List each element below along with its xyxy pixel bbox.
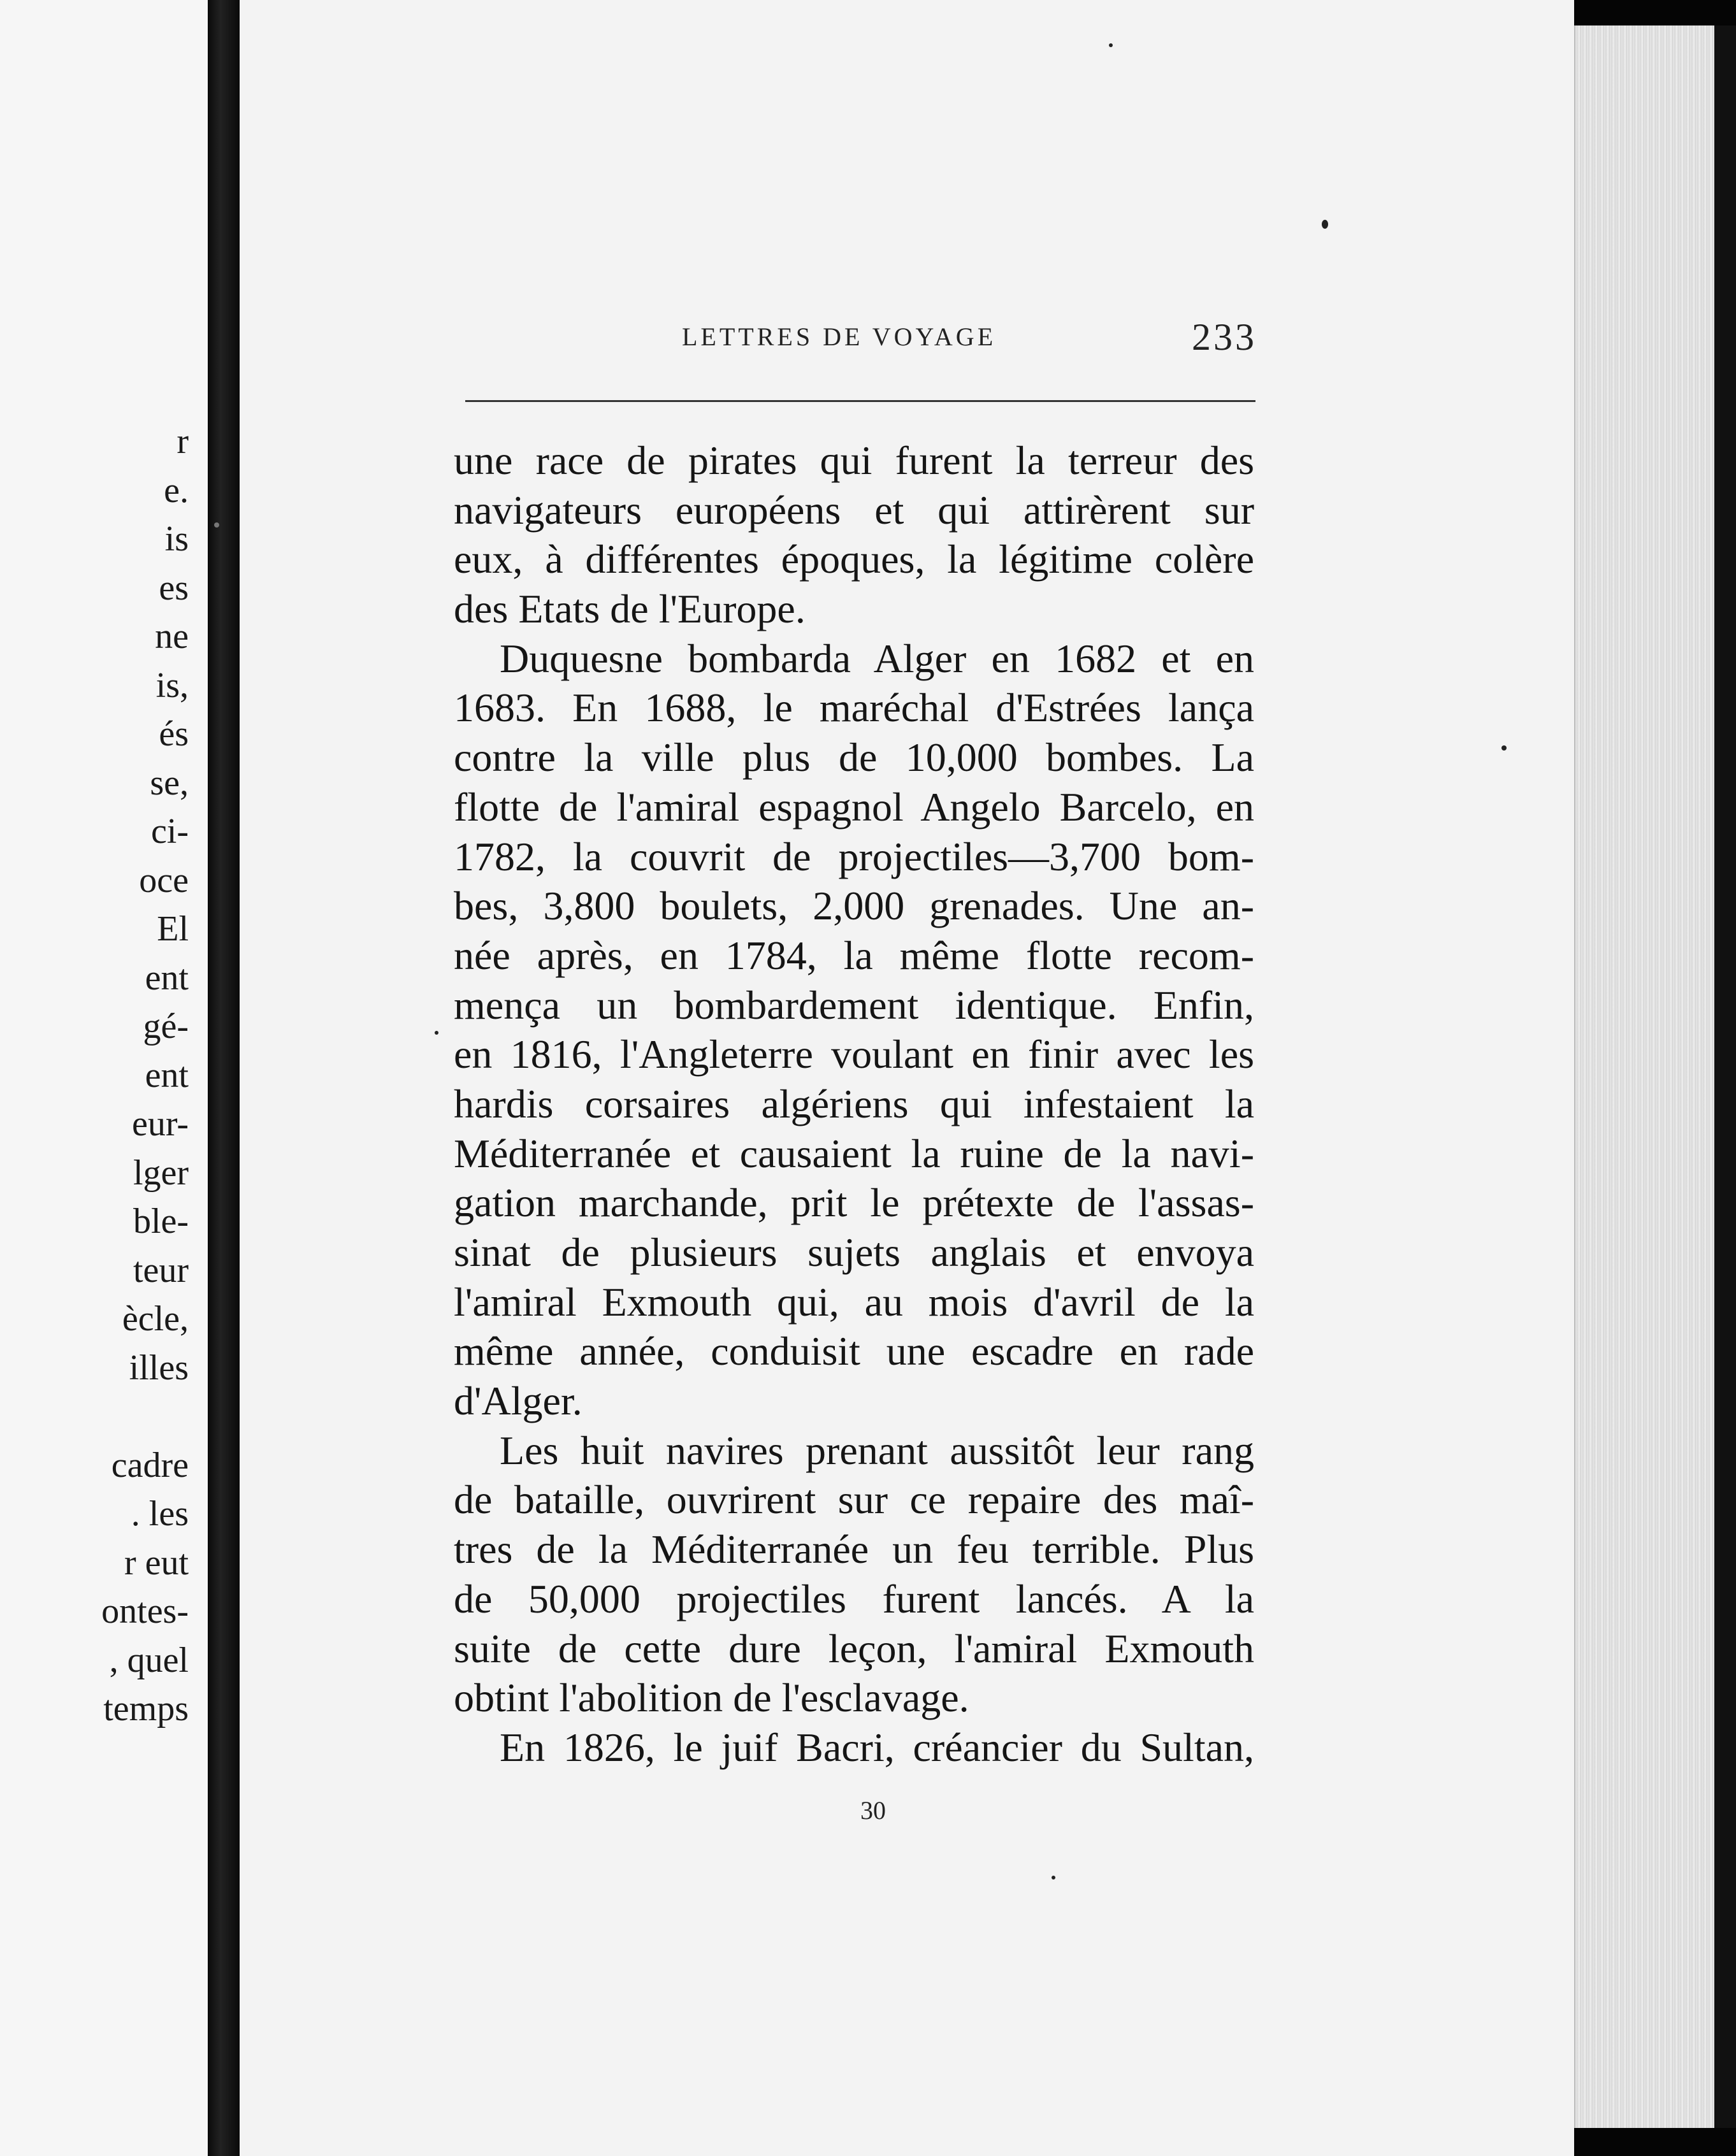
text-line: suite de cette dure leçon, l'amiral Exmouth bbox=[454, 1625, 1254, 1671]
text-line: Duquesne bombarda Alger en 1682 et en bbox=[500, 635, 1254, 681]
facing-page-fragment: r bbox=[177, 422, 189, 461]
text-line: En 1826, le juif Bacri, créancier du Sultan, bbox=[500, 1724, 1254, 1770]
facing-page-fragment: , quel bbox=[109, 1640, 189, 1680]
text-line: Méditerranée et causaient la ruine de la navi- bbox=[454, 1130, 1254, 1176]
text-line: hardis corsaires algériens qui infestaient la bbox=[454, 1081, 1254, 1126]
facing-page-fragment: ne bbox=[155, 617, 189, 656]
facing-page-fragment: és bbox=[159, 714, 189, 754]
text-line: contre la ville plus de 10,000 bombes. La bbox=[454, 735, 1254, 780]
facing-page-left bbox=[0, 0, 208, 2156]
scan-speck bbox=[1109, 43, 1113, 47]
header-rule bbox=[465, 400, 1255, 402]
facing-page-fragment: ontes- bbox=[101, 1592, 189, 1631]
text-line: Les huit navires prenant aussitôt leur rang bbox=[500, 1427, 1254, 1473]
text-line: 1683. En 1688, le maréchal d'Estrées lança bbox=[454, 685, 1254, 731]
signature-mark: 30 bbox=[860, 1796, 886, 1825]
text-line: obtint l'abolition de l'esclavage. bbox=[454, 1675, 969, 1721]
scan-speck bbox=[1501, 745, 1507, 751]
scan-speck bbox=[1052, 1876, 1055, 1879]
facing-page-fragment: cadre bbox=[111, 1445, 189, 1485]
facing-page-fragment: oce bbox=[139, 860, 189, 900]
scan-edge-dark bbox=[1714, 25, 1736, 2128]
facing-page-fragment: ble- bbox=[133, 1202, 189, 1241]
text-line: gation marchande, prit le prétexte de l'assas- bbox=[454, 1180, 1254, 1226]
text-line: bes, 3,800 boulets, 2,000 grenades. Une an- bbox=[454, 883, 1254, 929]
facing-page-fragment: r eut bbox=[124, 1542, 189, 1583]
text-line: même année, conduisit une escadre en rade bbox=[454, 1328, 1254, 1374]
facing-page-fragment: ent bbox=[145, 958, 189, 998]
facing-page-fragment: se, bbox=[150, 763, 189, 803]
scan-speck bbox=[1322, 220, 1328, 229]
book-gutter bbox=[208, 0, 240, 2156]
text-line: une race de pirates qui furent la terreur des bbox=[454, 438, 1254, 483]
text-line: tres de la Méditerranée un feu terrible. Plus bbox=[454, 1527, 1254, 1572]
running-head: LETTRES DE VOYAGE bbox=[682, 322, 997, 351]
facing-page-fragment: temps bbox=[103, 1689, 189, 1728]
text-line: en 1816, l'Angleterre voulant en finir avec les bbox=[454, 1031, 1254, 1077]
text-line: mença un bombardement identique. Enfin, bbox=[454, 982, 1254, 1028]
facing-page-fragment: El bbox=[157, 909, 189, 949]
facing-page-fragment: lger bbox=[133, 1153, 189, 1193]
facing-page-fragment: ent bbox=[145, 1055, 189, 1095]
facing-page-fragment: is bbox=[164, 519, 189, 559]
text-line: 1782, la couvrit de projectiles—3,700 bom- bbox=[454, 833, 1254, 879]
facing-page-fragment: . les bbox=[131, 1494, 189, 1534]
text-line: eux, à différentes époques, la légitime colère bbox=[454, 536, 1254, 582]
facing-page-fragment: eur- bbox=[131, 1104, 189, 1144]
text-line: d'Alger. bbox=[454, 1378, 582, 1424]
text-line: navigateurs européens et qui attirèrent sur bbox=[454, 487, 1254, 533]
facing-page-fragment: e. bbox=[164, 470, 189, 510]
scan-speck bbox=[214, 522, 219, 528]
text-line: de bataille, ouvrirent sur ce repaire des maî- bbox=[454, 1477, 1254, 1523]
scan-speck bbox=[435, 1031, 438, 1035]
body-text bbox=[454, 436, 1254, 1772]
text-line: flotte de l'amiral espagnol Angelo Barcelo, en bbox=[454, 784, 1254, 830]
facing-page-fragment: illes bbox=[129, 1348, 189, 1388]
text-line: sinat de plusieurs sujets anglais et envoya bbox=[454, 1230, 1254, 1275]
page-number: 233 bbox=[1192, 316, 1257, 358]
facing-page-fragment: ècle, bbox=[122, 1299, 189, 1339]
text-line: née après, en 1784, la même flotte recom- bbox=[454, 932, 1254, 978]
facing-page-fragment: teur bbox=[133, 1250, 189, 1290]
page-edge-stack bbox=[1574, 25, 1722, 2128]
facing-page-fragment: is, bbox=[156, 665, 189, 705]
text-line: l'amiral Exmouth qui, au mois d'avril de la bbox=[454, 1279, 1254, 1325]
facing-page-fragment: es bbox=[159, 568, 189, 608]
text-line: des Etats de l'Europe. bbox=[454, 586, 806, 632]
facing-page-fragment: gé- bbox=[143, 1007, 189, 1046]
facing-page-fragment: ci- bbox=[150, 812, 189, 851]
text-line: de 50,000 projectiles furent lancés. A la bbox=[454, 1576, 1254, 1621]
